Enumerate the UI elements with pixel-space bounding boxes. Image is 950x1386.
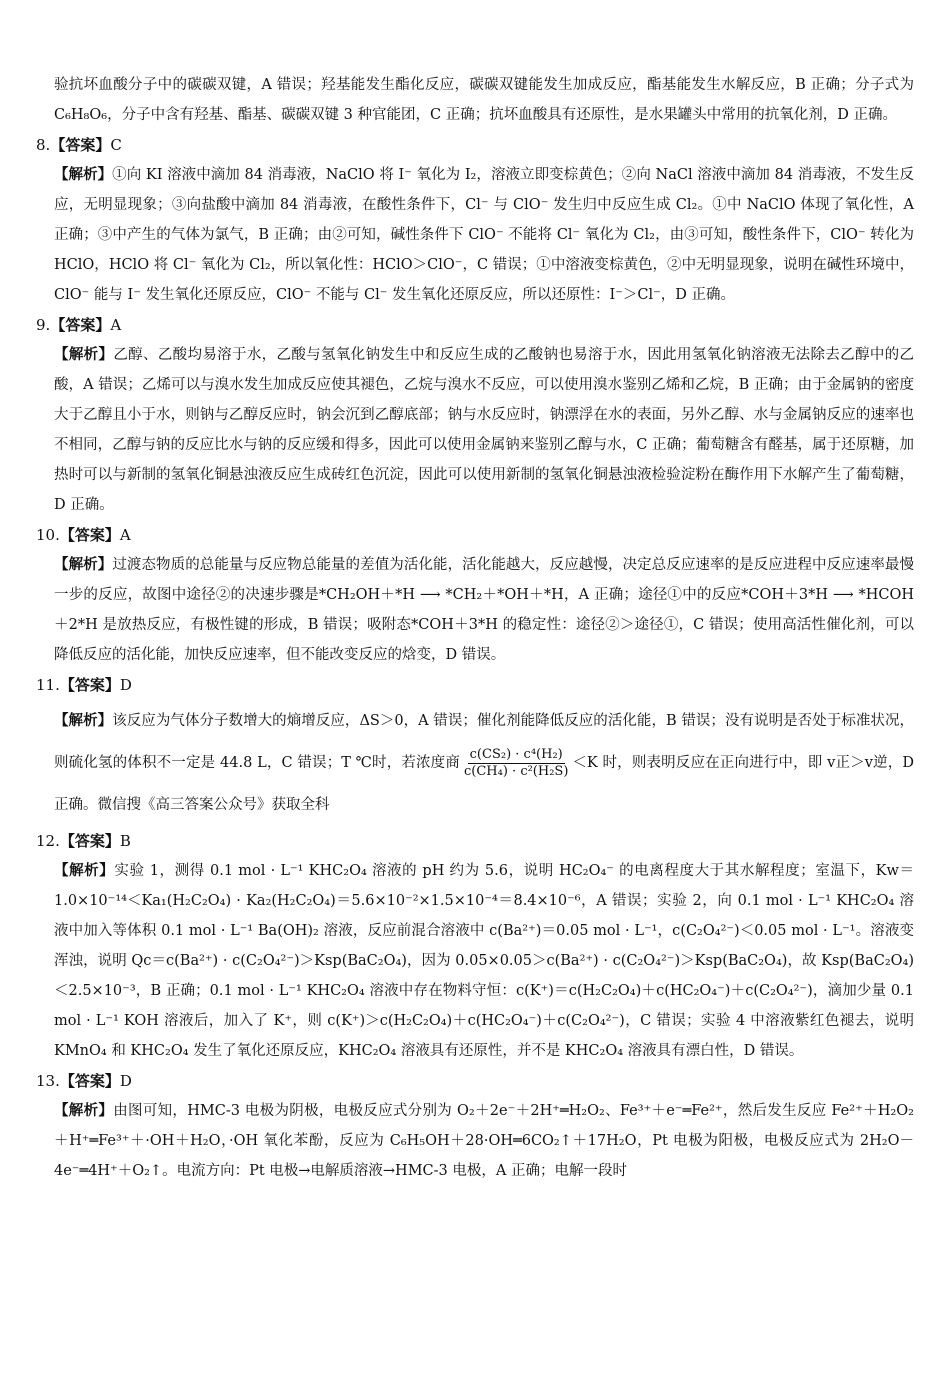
q8-explain-text: ①向 KI 溶液中滴加 84 消毒液，NaClO 将 I⁻ 氧化为 I₂，溶液立即变棕黄色；②向 NaCl 溶液中滴加 84 消毒液，不发生反应，无明显现象；③向盐酸中滴加 84 消毒液，在酸性条件下，Cl⁻ 与 ClO⁻ 发生归中反应生成 Cl₂。①中 NaClO 体现了氧化性，A 正确；③中产生的气体为氯气，B 正确；由②可知，碱性条件下 ClO⁻ 不能将 Cl⁻ 氧化为 Cl₂，由③可知，酸性条件下，ClO⁻ 转化为 HClO，HClO 将 Cl⁻ 氧化为 Cl₂，所以氧化性：HClO＞ClO⁻，C 错误；①中溶液变棕黄色，②中无明显现象，说明在碱性环境中，ClO⁻ 能与 I⁻ 发生氧化还原反应，ClO⁻ 不能与 Cl⁻ 发生氧化还原反应，所以还原性：I⁻＞Cl⁻，D 正确。: [54, 167, 914, 303]
q9-answer-line: [36, 310, 914, 340]
q13-answer-line: [36, 1066, 914, 1096]
q10-answer-tag: 【答案】: [59, 526, 120, 544]
q10-answer-value: A: [119, 526, 131, 544]
q9-answer-tag: 【答案】: [50, 316, 111, 334]
intro-paragraph: 验抗坏血酸分子中的碳碳双键，A 错误；羟基能发生酯化反应，碳碳双键能发生加成反应，酯基能发生水解反应，B 正确；分子式为 C₆H₈O₆，分子中含有羟基、酯基、碳碳双键 3 种官能团，C 正确；抗坏血酸具有还原性，是水果罐头中常用的抗氧化剂，D 正确。: [54, 77, 914, 123]
q13-answer-value: D: [119, 1072, 132, 1090]
q12-explain-tag: 【解析】: [54, 862, 115, 879]
q11-note: 微信搜《高三答案公众号》获取全科: [97, 797, 330, 813]
q10-number: 10.: [36, 526, 60, 544]
q11-fraction-numerator: c(CS₂) · c⁴(H₂): [469, 746, 563, 762]
q8-explain-tag: 【解析】: [54, 166, 113, 183]
q10-explanation: [36, 550, 914, 670]
q13-answer-tag: 【答案】: [59, 1072, 120, 1090]
q12-answer-line: [36, 826, 914, 856]
q10-explain-tag: 【解析】: [54, 556, 113, 573]
q9-answer-value: A: [110, 316, 122, 334]
q13-explain-tag: 【解析】: [54, 1102, 114, 1119]
q11-answer-value: D: [119, 676, 132, 694]
q13-explanation: [36, 1096, 914, 1186]
q10-explain-text: 过渡态物质的总能量与反应物总能量的差值为活化能，活化能越大，反应越慢，决定总反应速率的是反应进程中反应速率最慢一步的反应，故图中途径②的决速步骤是*CH₂OH＋*H ⟶ *CH₂＋*OH＋*H，A 正确；途径①中的反应*COH＋3*H ⟶ *HCOH＋2*H 是放热反应，有极性键的形成，B 错误；吸附态*COH＋3*H 的稳定性：途径②＞途径①，C 错误；使用高活性催化剂，可以降低反应的活化能，加快反应速率，但不能改变反应的焓变，D 错误。: [54, 557, 914, 663]
q9-explanation: [36, 340, 914, 520]
q11-answer-tag: 【答案】: [59, 676, 120, 694]
q8-answer-tag: 【答案】: [50, 136, 111, 154]
q11-number: 11.: [36, 676, 60, 694]
q9-number: 9.: [36, 316, 51, 334]
q11-explain-after: ＜K 时，则表明反应在正向进行中，即 v正＞v逆，D 正确。: [54, 755, 914, 813]
q11-explanation: [36, 700, 914, 826]
q9-explain-text: 乙醇、乙酸均易溶于水，乙酸与氢氧化钠发生中和反应生成的乙酸钠也易溶于水，因此用氢氧化钠溶液无法除去乙醇中的乙酸，A 错误；乙烯可以与溴水发生加成反应使其褪色，乙烷与溴水不反应，可以使用溴水鉴别乙烯和乙烷，B 正确；由于金属钠的密度大于乙醇且小于水，则钠与乙醇反应时，钠会沉到乙醇底部；钠与水反应时，钠漂浮在水的表面，另外乙醇、水与金属钠反应的速率也不相同，乙醇与钠的反应比水与钠的反应缓和得多，因此可以使用金属钠来鉴别乙醇与水，C 正确；葡萄糖含有醛基，属于还原糖，加热时可以与新制的氢氧化铜悬浊液反应生成砖红色沉淀，因此可以使用新制的氢氧化铜悬浊液检验淀粉在酶作用下水解产生了葡萄糖，D 正确。: [54, 347, 915, 513]
q8-answer-value: C: [110, 136, 122, 154]
q11-explain-tag: 【解析】: [54, 712, 113, 729]
q12-answer-tag: 【答案】: [59, 832, 120, 850]
q13-explain-text: 由图可知，HMC-3 电极为阴极，电极反应式分别为 O₂＋2e⁻＋2H⁺═H₂O₂、Fe³⁺＋e⁻═Fe²⁺，然后发生反应 Fe²⁺＋H₂O₂＋H⁺═Fe³⁺＋·OH＋H₂O，·OH 氧化苯酚，反应为 C₆H₅OH＋28·OH═6CO₂↑＋17H₂O，Pt 电极为阳极，电极反应式为 2H₂O－4e⁻═4H⁺＋O₂↑。电流方向：Pt 电极→电解质溶液→HMC-3 电极，A 正确；电解一段时: [54, 1103, 914, 1179]
q11-fraction-denominator: c(CH₄) · c²(H₂S): [464, 763, 569, 779]
q12-explain-text: 实验 1，测得 0.1 mol · L⁻¹ KHC₂O₄ 溶液的 pH 约为 5.6，说明 HC₂O₄⁻ 的电离程度大于其水解程度；室温下，Kw＝1.0×10⁻¹⁴＜Ka₁(H₂C₂O₄) · Ka₂(H₂C₂O₄)＝5.6×10⁻²×1.5×10⁻⁴＝8.4×10⁻⁶，A 错误；实验 2，向 0.1 mol · L⁻¹ KHC₂O₄ 溶液中加入等体积 0.1 mol · L⁻¹ Ba(OH)₂ 溶液，反应前混合溶液中 c(Ba²⁺)＝0.05 mol · L⁻¹，c(C₂O₄²⁻)＜0.05 mol · L⁻¹。溶液变浑浊，说明 Qc＝c(Ba²⁺) · c(C₂O₄²⁻)＞Ksp(BaC₂O₄)，因为 0.05×0.05＞c(Ba²⁺) · c(C₂O₄²⁻)＞Ksp(BaC₂O₄)，故 Ksp(BaC₂O₄)＜2.5×10⁻³，B 正确；0.1 mol · L⁻¹ KHC₂O₄ 溶液中存在物料守恒：c(K⁺)＝c(H₂C₂O₄)＋c(HC₂O₄⁻)＋c(C₂O₄²⁻)，滴加少量 0.1 mol · L⁻¹ KOH 溶液后，加入了 K⁺，则 c(K⁺)＞c(H₂C₂O₄)＋c(HC₂O₄⁻)＋c(C₂O₄²⁻)，C 错误；实验 4 中溶液紫红色褪去，说明 KMnO₄ 和 KHC₂O₄ 发生了氧化还原反应，KHC₂O₄ 溶液具有还原性，并不是 KHC₂O₄ 溶液具有漂白性，D 错误。: [54, 863, 914, 1059]
q11-concentration-quotient: [462, 747, 570, 780]
q12-explanation: [36, 856, 914, 1066]
q9-explain-tag: 【解析】: [54, 346, 114, 363]
q8-explanation: [36, 160, 914, 310]
q12-answer-value: B: [119, 832, 131, 850]
q8-answer-line: [36, 130, 914, 160]
q13-number: 13.: [36, 1072, 60, 1090]
q12-number: 12.: [36, 832, 60, 850]
q11-answer-line: [36, 670, 914, 700]
q11-explain-before: 该反应为气体分子数增大的熵增反应，ΔS＞0，A 错误；催化剂能降低反应的活化能，B 错误；没有说明是否处于标准状况，则硫化氢的体积不一定是 44.8 L，C 错误；T ℃时，若浓度商: [54, 713, 914, 771]
q10-answer-line: [36, 520, 914, 550]
q8-number: 8.: [36, 136, 51, 154]
